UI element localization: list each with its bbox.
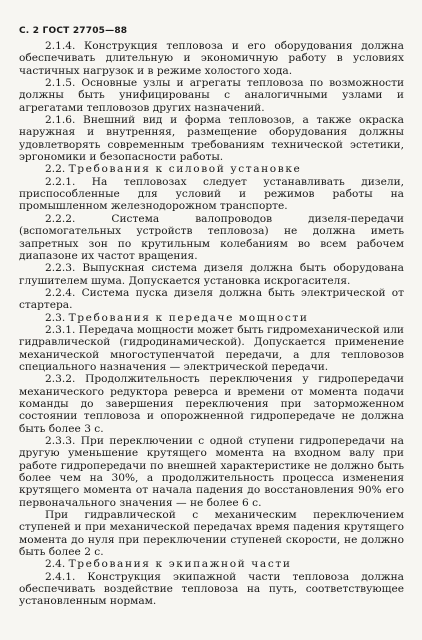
paragraph-2-3-1: 2.3.1. Передача мощности может быть гидромеханической или гидравлической (гидродинамической). Допускается применение механической многоступенчатой передачи, а для тепловозов специального назначения — электрической передачи. bbox=[19, 323, 404, 373]
paragraph-2-3-3: 2.3.3. При переключении с одной ступени гидропередачи на другую уменьшение крутящего момента на входном валу при работе гидропередачи по внешней характеристике не должно быть более чем на 30%, а продолжительность процесса изменения крутящего момента от начала падения до восстановления 90% его первоначального значения — не более 6 с. bbox=[19, 435, 404, 509]
section-number: 2.2. bbox=[45, 163, 69, 176]
paragraph-2-2-1: 2.2.1. На тепловозах следует устанавливать дизели, приспособленные для условий и режимов работы на промышленном железнодорожном транспорте. bbox=[19, 175, 404, 213]
section-title: Требования к экипажной части bbox=[68, 558, 292, 571]
section-title: Требования к силовой установке bbox=[68, 163, 302, 176]
paragraph-2-3-2: 2.3.2. Продолжительность переключения у гидропередачи механического редуктора реверса и времени от момента подачи команды до завершения переключения при заторможенном состоянии тепловоза и опорожненной гидропередаче не должна быть более 3 с. bbox=[19, 373, 404, 435]
paragraph-2-1-5: 2.1.5. Основные узлы и агрегаты тепловоза по возможности должны быть унифицированы с аналогичными узлами и агрегатами тепловозов других назначений. bbox=[19, 77, 404, 114]
paragraph-2-3-3-continued: При гидравлической с механическим переключением ступеней и при механической передачах время падения крутящего момента до нуля при переключении ступеней скорости, не должно быть более 2 с. bbox=[19, 509, 404, 559]
paragraph-2-2-4: 2.2.4. Система пуска дизеля должна быть электрической от стартера. bbox=[19, 286, 404, 312]
section-number: 2.4. bbox=[45, 558, 69, 571]
paragraph-2-4-1: 2.4.1. Конструкция экипажной части тепловоза должна обеспечивать воздействие тепловоза на путь, соответствующее установленным нормам. bbox=[19, 570, 404, 608]
paragraph-2-2-3: 2.2.3. Выпускная система дизеля должна быть оборудована глушителем шума. Допускается установка искрогасителя. bbox=[19, 262, 404, 287]
paragraph-2-1-6: 2.1.6. Внешний вид и форма тепловозов, а также окраска наружная и внутренняя, размещение оборудования должны удовлетворять современным требованиям технической эстетики, эргономики и безопасности работы. bbox=[19, 114, 404, 164]
section-number: 2.3. bbox=[45, 311, 69, 324]
section-heading-2-3 bbox=[19, 312, 404, 324]
paragraph-2-1-4: 2.1.4. Конструкция тепловоза и его оборудования должна обеспечивать длительную и экономичную работу в условиях частичных нагрузок и в режиме холостого хода. bbox=[19, 40, 404, 77]
section-heading-2-4 bbox=[19, 558, 404, 570]
page-header: С. 2 ГОСТ 27705—88 bbox=[19, 26, 128, 36]
paragraph-2-2-2: 2.2.2. Система валопроводов дизеля-передачи (вспомогательных устройств тепловоза) не должна иметь запретных зон по крутильным колебаниям во всем рабочем диапазоне их частот вращения. bbox=[19, 212, 404, 262]
section-title: Требования к передаче мощности bbox=[68, 311, 309, 324]
section-heading-2-2 bbox=[19, 163, 404, 175]
